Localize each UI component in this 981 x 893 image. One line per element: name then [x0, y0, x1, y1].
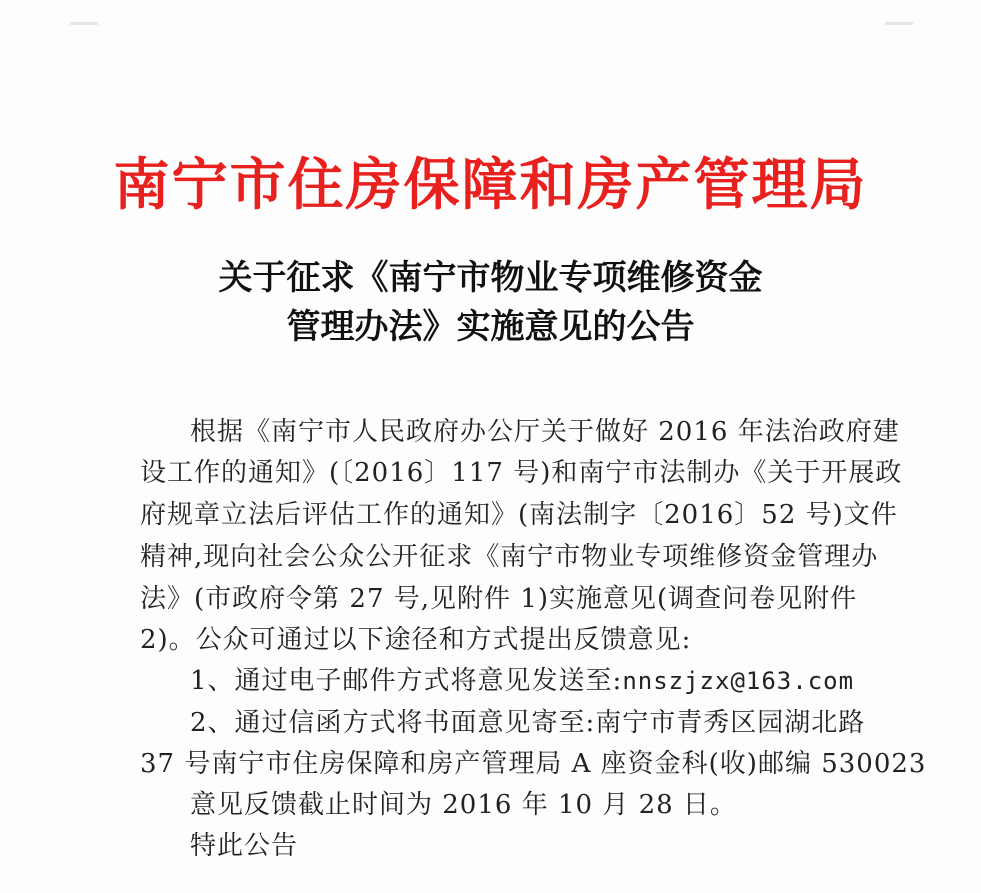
paragraph-line: 2)。公众可通过以下途径和方式提出反馈意见: — [140, 625, 692, 655]
document-title-line-2: 管理办法》实施意见的公告 — [286, 307, 695, 347]
paragraph-line: 府规章立法后评估工作的通知》(南法制字〔2016〕52 号)文件 — [140, 500, 898, 530]
paragraph-line: 设工作的通知》(〔2016〕117 号)和南宁市法制办《关于开展政 — [140, 458, 903, 488]
paragraph-line: 法》(市政府令第 27 号,见附件 1)实施意见(调查问卷见附件 — [140, 584, 858, 614]
scan-artifact — [885, 22, 913, 25]
closing-text: 特此公告 — [190, 831, 299, 861]
feedback-item-mail-line-1: 2、通过信函方式将书面意见寄至:南宁市青秀区园湖北路 — [190, 708, 866, 738]
paragraph-line: 精神,现向社会公众公开征求《南宁市物业专项维修资金管理办 — [140, 542, 879, 572]
deadline-text: 意见反馈截止时间为 2016 年 10 月 28 日。 — [190, 790, 737, 820]
agency-header: 南宁市住房保障和房产管理局 — [113, 152, 868, 218]
paragraph-line: 根据《南宁市人民政府办公厅关于做好 2016 年法治政府建 — [190, 417, 900, 447]
document-title-line-1: 关于征求《南宁市物业专项维修资金 — [218, 258, 763, 298]
feedback-item-email — [190, 661, 880, 701]
email-address: nnszjzx@163.com — [622, 667, 855, 695]
scan-artifact — [70, 22, 98, 25]
feedback-item-mail-line-2: 37 号南宁市住房保障和房产管理局 A 座资金科(收)邮编 530023 — [140, 749, 927, 779]
feedback-item-email-label: 1、通过电子邮件方式将意见发送至: — [190, 666, 623, 696]
